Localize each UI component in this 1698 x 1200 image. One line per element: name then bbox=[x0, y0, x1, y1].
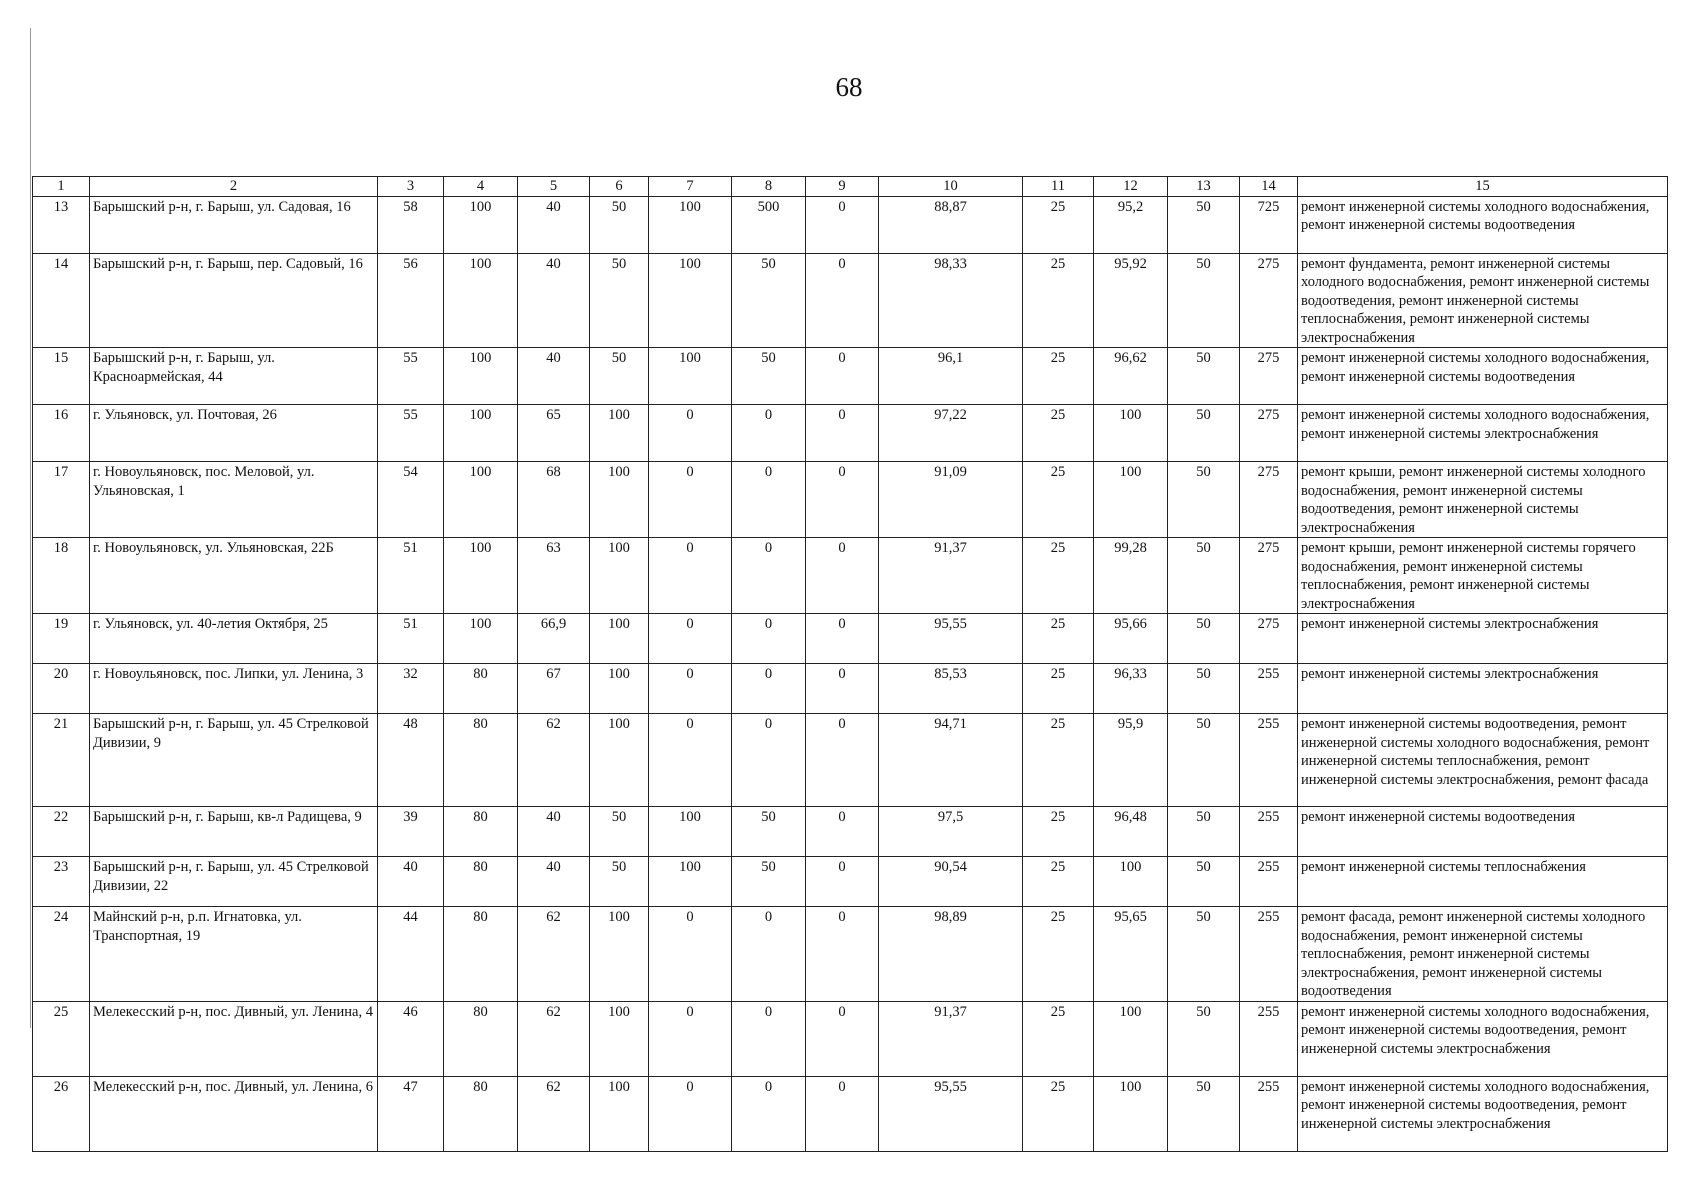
value-cell: 96,62 bbox=[1094, 348, 1168, 405]
value-cell: 25 bbox=[1023, 405, 1094, 462]
value-cell: 0 bbox=[806, 714, 879, 807]
value-cell: 50 bbox=[1168, 907, 1240, 1002]
value-cell: 0 bbox=[806, 462, 879, 538]
value-cell: 91,09 bbox=[879, 462, 1023, 538]
value-cell: 50 bbox=[1168, 196, 1240, 253]
value-cell: 68 bbox=[518, 462, 590, 538]
value-cell: 62 bbox=[518, 1001, 590, 1076]
value-cell: 62 bbox=[518, 1076, 590, 1151]
value-cell: 100 bbox=[444, 538, 518, 614]
value-cell: 100 bbox=[649, 857, 732, 907]
address-cell: Мелекесский р-н, пос. Дивный, ул. Ленина, 4 bbox=[90, 1001, 378, 1076]
value-cell: 100 bbox=[590, 1076, 649, 1151]
address-cell: г. Новоульяновск, ул. Ульяновская, 22Б bbox=[90, 538, 378, 614]
value-cell: 54 bbox=[378, 462, 444, 538]
value-cell: 46 bbox=[378, 1001, 444, 1076]
value-cell: 48 bbox=[378, 714, 444, 807]
value-cell: 0 bbox=[806, 538, 879, 614]
value-cell: 95,55 bbox=[879, 614, 1023, 664]
value-cell: 50 bbox=[1168, 664, 1240, 714]
value-cell: 100 bbox=[1094, 1076, 1168, 1151]
row-number-cell: 18 bbox=[33, 538, 90, 614]
value-cell: 100 bbox=[444, 405, 518, 462]
value-cell: 55 bbox=[378, 348, 444, 405]
value-cell: 25 bbox=[1023, 807, 1094, 857]
value-cell: 98,33 bbox=[879, 253, 1023, 348]
value-cell: 0 bbox=[806, 664, 879, 714]
address-cell: г. Ульяновск, ул. 40-летия Октября, 25 bbox=[90, 614, 378, 664]
value-cell: 0 bbox=[732, 907, 806, 1002]
value-cell: 50 bbox=[1168, 807, 1240, 857]
row-number-cell: 16 bbox=[33, 405, 90, 462]
value-cell: 25 bbox=[1023, 614, 1094, 664]
value-cell: 50 bbox=[590, 807, 649, 857]
value-cell: 95,9 bbox=[1094, 714, 1168, 807]
address-cell: г. Новоульяновск, пос. Липки, ул. Ленина, 3 bbox=[90, 664, 378, 714]
address-cell: Барышский р-н, г. Барыш, кв-л Радищева, 9 bbox=[90, 807, 378, 857]
row-number-cell: 19 bbox=[33, 614, 90, 664]
value-cell: 0 bbox=[649, 462, 732, 538]
table-row bbox=[33, 664, 1668, 714]
value-cell: 0 bbox=[732, 1076, 806, 1151]
value-cell: 0 bbox=[649, 1076, 732, 1151]
col-header: 6 bbox=[590, 177, 649, 197]
value-cell: 100 bbox=[590, 462, 649, 538]
value-cell: 100 bbox=[649, 348, 732, 405]
value-cell: 100 bbox=[590, 907, 649, 1002]
row-number-cell: 14 bbox=[33, 253, 90, 348]
col-header: 10 bbox=[879, 177, 1023, 197]
value-cell: 91,37 bbox=[879, 1001, 1023, 1076]
col-header: 12 bbox=[1094, 177, 1168, 197]
value-cell: 97,22 bbox=[879, 405, 1023, 462]
repair-works-cell: ремонт крыши, ремонт инженерной системы холодного водоснабжения, ремонт инженерной системы водоотведения, ремонт инженерной системы электроснабжения bbox=[1298, 462, 1668, 538]
repair-works-cell: ремонт крыши, ремонт инженерной системы горячего водоснабжения, ремонт инженерной системы теплоснабжения, ремонт инженерной системы электроснабжения bbox=[1298, 538, 1668, 614]
value-cell: 0 bbox=[732, 714, 806, 807]
value-cell: 25 bbox=[1023, 857, 1094, 907]
col-header: 13 bbox=[1168, 177, 1240, 197]
repair-works-cell: ремонт инженерной системы холодного водоснабжения, ремонт инженерной системы водоотведения, ремонт инженерной системы электроснабжения bbox=[1298, 1001, 1668, 1076]
value-cell: 51 bbox=[378, 538, 444, 614]
value-cell: 275 bbox=[1240, 348, 1298, 405]
value-cell: 275 bbox=[1240, 538, 1298, 614]
value-cell: 94,71 bbox=[879, 714, 1023, 807]
repair-works-cell: ремонт инженерной системы холодного водоснабжения, ремонт инженерной системы водоотведения bbox=[1298, 348, 1668, 405]
value-cell: 85,53 bbox=[879, 664, 1023, 714]
repair-table bbox=[32, 176, 1668, 1152]
value-cell: 100 bbox=[590, 714, 649, 807]
address-cell: Барышский р-н, г. Барыш, пер. Садовый, 16 bbox=[90, 253, 378, 348]
row-number-cell: 23 bbox=[33, 857, 90, 907]
repair-works-cell: ремонт инженерной системы водоотведения bbox=[1298, 807, 1668, 857]
value-cell: 96,1 bbox=[879, 348, 1023, 405]
table-row bbox=[33, 405, 1668, 462]
value-cell: 50 bbox=[1168, 614, 1240, 664]
value-cell: 50 bbox=[732, 253, 806, 348]
page-margin-line bbox=[30, 28, 31, 1028]
value-cell: 100 bbox=[590, 1001, 649, 1076]
value-cell: 100 bbox=[444, 348, 518, 405]
value-cell: 25 bbox=[1023, 462, 1094, 538]
value-cell: 62 bbox=[518, 907, 590, 1002]
value-cell: 25 bbox=[1023, 907, 1094, 1002]
value-cell: 100 bbox=[649, 253, 732, 348]
value-cell: 65 bbox=[518, 405, 590, 462]
value-cell: 0 bbox=[649, 907, 732, 1002]
value-cell: 0 bbox=[649, 1001, 732, 1076]
value-cell: 500 bbox=[732, 196, 806, 253]
value-cell: 32 bbox=[378, 664, 444, 714]
value-cell: 0 bbox=[806, 857, 879, 907]
page-number: 68 bbox=[835, 72, 863, 102]
value-cell: 50 bbox=[590, 196, 649, 253]
value-cell: 0 bbox=[806, 1001, 879, 1076]
value-cell: 80 bbox=[444, 807, 518, 857]
table-row bbox=[33, 907, 1668, 1002]
value-cell: 100 bbox=[590, 614, 649, 664]
col-header: 1 bbox=[33, 177, 90, 197]
address-cell: Барышский р-н, г. Барыш, ул. Красноармейская, 44 bbox=[90, 348, 378, 405]
value-cell: 40 bbox=[518, 807, 590, 857]
value-cell: 97,5 bbox=[879, 807, 1023, 857]
value-cell: 96,48 bbox=[1094, 807, 1168, 857]
value-cell: 25 bbox=[1023, 1001, 1094, 1076]
address-cell: Майнский р-н, р.п. Игнатовка, ул. Транспортная, 19 bbox=[90, 907, 378, 1002]
row-number-cell: 15 bbox=[33, 348, 90, 405]
value-cell: 0 bbox=[732, 614, 806, 664]
value-cell: 0 bbox=[649, 714, 732, 807]
value-cell: 80 bbox=[444, 714, 518, 807]
col-header: 14 bbox=[1240, 177, 1298, 197]
value-cell: 25 bbox=[1023, 664, 1094, 714]
value-cell: 255 bbox=[1240, 857, 1298, 907]
value-cell: 62 bbox=[518, 714, 590, 807]
table-row bbox=[33, 253, 1668, 348]
row-number-cell: 24 bbox=[33, 907, 90, 1002]
value-cell: 80 bbox=[444, 664, 518, 714]
value-cell: 50 bbox=[1168, 253, 1240, 348]
value-cell: 100 bbox=[1094, 1001, 1168, 1076]
value-cell: 47 bbox=[378, 1076, 444, 1151]
col-header: 2 bbox=[90, 177, 378, 197]
value-cell: 0 bbox=[806, 253, 879, 348]
value-cell: 100 bbox=[444, 614, 518, 664]
value-cell: 80 bbox=[444, 1001, 518, 1076]
value-cell: 50 bbox=[1168, 348, 1240, 405]
address-cell: Барышский р-н, г. Барыш, ул. 45 Стрелковой Дивизии, 9 bbox=[90, 714, 378, 807]
value-cell: 91,37 bbox=[879, 538, 1023, 614]
address-cell: г. Новоульяновск, пос. Меловой, ул. Ульяновская, 1 bbox=[90, 462, 378, 538]
value-cell: 25 bbox=[1023, 538, 1094, 614]
value-cell: 58 bbox=[378, 196, 444, 253]
value-cell: 0 bbox=[732, 1001, 806, 1076]
value-cell: 63 bbox=[518, 538, 590, 614]
row-number-cell: 25 bbox=[33, 1001, 90, 1076]
address-cell: Барышский р-н, г. Барыш, ул. Садовая, 16 bbox=[90, 196, 378, 253]
table-row bbox=[33, 538, 1668, 614]
value-cell: 44 bbox=[378, 907, 444, 1002]
value-cell: 51 bbox=[378, 614, 444, 664]
table-row bbox=[33, 807, 1668, 857]
value-cell: 95,92 bbox=[1094, 253, 1168, 348]
value-cell: 100 bbox=[590, 538, 649, 614]
value-cell: 66,9 bbox=[518, 614, 590, 664]
value-cell: 88,87 bbox=[879, 196, 1023, 253]
value-cell: 100 bbox=[444, 253, 518, 348]
value-cell: 25 bbox=[1023, 714, 1094, 807]
value-cell: 50 bbox=[732, 348, 806, 405]
repair-works-cell: ремонт инженерной системы теплоснабжения bbox=[1298, 857, 1668, 907]
repair-works-cell: ремонт инженерной системы холодного водоснабжения, ремонт инженерной системы электроснабжения bbox=[1298, 405, 1668, 462]
value-cell: 0 bbox=[732, 538, 806, 614]
value-cell: 25 bbox=[1023, 196, 1094, 253]
value-cell: 80 bbox=[444, 857, 518, 907]
value-cell: 95,65 bbox=[1094, 907, 1168, 1002]
col-header: 5 bbox=[518, 177, 590, 197]
value-cell: 100 bbox=[649, 196, 732, 253]
value-cell: 95,55 bbox=[879, 1076, 1023, 1151]
repair-works-cell: ремонт фундамента, ремонт инженерной системы холодного водоснабжения, ремонт инженерной системы водоотведения, ремонт инженерной системы теплоснабжения, ремонт инженерной системы электроснабжения bbox=[1298, 253, 1668, 348]
header-row bbox=[33, 177, 1668, 197]
value-cell: 255 bbox=[1240, 1001, 1298, 1076]
value-cell: 67 bbox=[518, 664, 590, 714]
value-cell: 98,89 bbox=[879, 907, 1023, 1002]
value-cell: 50 bbox=[590, 253, 649, 348]
col-header: 15 bbox=[1298, 177, 1668, 197]
row-number-cell: 17 bbox=[33, 462, 90, 538]
value-cell: 40 bbox=[518, 348, 590, 405]
address-cell: г. Ульяновск, ул. Почтовая, 26 bbox=[90, 405, 378, 462]
col-header: 4 bbox=[444, 177, 518, 197]
value-cell: 50 bbox=[1168, 1001, 1240, 1076]
row-number-cell: 26 bbox=[33, 1076, 90, 1151]
repair-works-cell: ремонт инженерной системы электроснабжения bbox=[1298, 614, 1668, 664]
value-cell: 25 bbox=[1023, 253, 1094, 348]
value-cell: 255 bbox=[1240, 664, 1298, 714]
value-cell: 275 bbox=[1240, 405, 1298, 462]
value-cell: 56 bbox=[378, 253, 444, 348]
repair-works-cell: ремонт инженерной системы холодного водоснабжения, ремонт инженерной системы водоотведения, ремонт инженерной системы электроснабжения bbox=[1298, 1076, 1668, 1151]
table-row bbox=[33, 348, 1668, 405]
value-cell: 0 bbox=[806, 196, 879, 253]
repair-works-cell: ремонт инженерной системы водоотведения, ремонт инженерной системы холодного водоснабжения, ремонт инженерной системы теплоснабжения, ремонт инженерной системы электроснабжения, ремонт фасада bbox=[1298, 714, 1668, 807]
value-cell: 50 bbox=[1168, 405, 1240, 462]
value-cell: 255 bbox=[1240, 807, 1298, 857]
value-cell: 0 bbox=[806, 1076, 879, 1151]
value-cell: 0 bbox=[806, 348, 879, 405]
repair-works-cell: ремонт инженерной системы холодного водоснабжения, ремонт инженерной системы водоотведения bbox=[1298, 196, 1668, 253]
value-cell: 0 bbox=[732, 664, 806, 714]
table-row bbox=[33, 196, 1668, 253]
value-cell: 100 bbox=[444, 462, 518, 538]
value-cell: 40 bbox=[378, 857, 444, 907]
value-cell: 0 bbox=[649, 664, 732, 714]
col-header: 7 bbox=[649, 177, 732, 197]
value-cell: 0 bbox=[806, 405, 879, 462]
value-cell: 0 bbox=[806, 614, 879, 664]
value-cell: 100 bbox=[590, 664, 649, 714]
repair-works-cell: ремонт инженерной системы электроснабжения bbox=[1298, 664, 1668, 714]
value-cell: 100 bbox=[590, 405, 649, 462]
value-cell: 100 bbox=[649, 807, 732, 857]
value-cell: 275 bbox=[1240, 614, 1298, 664]
value-cell: 725 bbox=[1240, 196, 1298, 253]
value-cell: 39 bbox=[378, 807, 444, 857]
value-cell: 0 bbox=[806, 807, 879, 857]
table-row bbox=[33, 462, 1668, 538]
address-cell: Мелекесский р-н, пос. Дивный, ул. Ленина, 6 bbox=[90, 1076, 378, 1151]
value-cell: 0 bbox=[806, 907, 879, 1002]
value-cell: 90,54 bbox=[879, 857, 1023, 907]
value-cell: 50 bbox=[732, 857, 806, 907]
value-cell: 95,66 bbox=[1094, 614, 1168, 664]
value-cell: 50 bbox=[590, 857, 649, 907]
value-cell: 50 bbox=[1168, 857, 1240, 907]
value-cell: 50 bbox=[1168, 462, 1240, 538]
value-cell: 25 bbox=[1023, 348, 1094, 405]
value-cell: 95,2 bbox=[1094, 196, 1168, 253]
col-header: 3 bbox=[378, 177, 444, 197]
value-cell: 80 bbox=[444, 907, 518, 1002]
col-header: 8 bbox=[732, 177, 806, 197]
value-cell: 40 bbox=[518, 857, 590, 907]
value-cell: 25 bbox=[1023, 1076, 1094, 1151]
value-cell: 40 bbox=[518, 196, 590, 253]
row-number-cell: 22 bbox=[33, 807, 90, 857]
value-cell: 0 bbox=[732, 462, 806, 538]
value-cell: 0 bbox=[649, 405, 732, 462]
value-cell: 275 bbox=[1240, 462, 1298, 538]
repair-works-cell: ремонт фасада, ремонт инженерной системы холодного водоснабжения, ремонт инженерной системы теплоснабжения, ремонт инженерной системы электроснабжения, ремонт инженерной системы водоотведения bbox=[1298, 907, 1668, 1002]
value-cell: 99,28 bbox=[1094, 538, 1168, 614]
value-cell: 100 bbox=[444, 196, 518, 253]
row-number-cell: 20 bbox=[33, 664, 90, 714]
table-row bbox=[33, 1076, 1668, 1151]
value-cell: 100 bbox=[1094, 405, 1168, 462]
value-cell: 255 bbox=[1240, 1076, 1298, 1151]
value-cell: 0 bbox=[732, 405, 806, 462]
value-cell: 50 bbox=[1168, 1076, 1240, 1151]
row-number-cell: 13 bbox=[33, 196, 90, 253]
table-row bbox=[33, 614, 1668, 664]
value-cell: 96,33 bbox=[1094, 664, 1168, 714]
value-cell: 100 bbox=[1094, 857, 1168, 907]
value-cell: 255 bbox=[1240, 907, 1298, 1002]
table-row bbox=[33, 714, 1668, 807]
value-cell: 255 bbox=[1240, 714, 1298, 807]
value-cell: 275 bbox=[1240, 253, 1298, 348]
table-row bbox=[33, 857, 1668, 907]
value-cell: 50 bbox=[732, 807, 806, 857]
value-cell: 80 bbox=[444, 1076, 518, 1151]
value-cell: 0 bbox=[649, 614, 732, 664]
address-cell: Барышский р-н, г. Барыш, ул. 45 Стрелковой Дивизии, 22 bbox=[90, 857, 378, 907]
value-cell: 55 bbox=[378, 405, 444, 462]
value-cell: 100 bbox=[1094, 462, 1168, 538]
col-header: 9 bbox=[806, 177, 879, 197]
value-cell: 50 bbox=[590, 348, 649, 405]
table-row bbox=[33, 1001, 1668, 1076]
col-header: 11 bbox=[1023, 177, 1094, 197]
value-cell: 40 bbox=[518, 253, 590, 348]
value-cell: 50 bbox=[1168, 714, 1240, 807]
row-number-cell: 21 bbox=[33, 714, 90, 807]
value-cell: 50 bbox=[1168, 538, 1240, 614]
value-cell: 0 bbox=[649, 538, 732, 614]
